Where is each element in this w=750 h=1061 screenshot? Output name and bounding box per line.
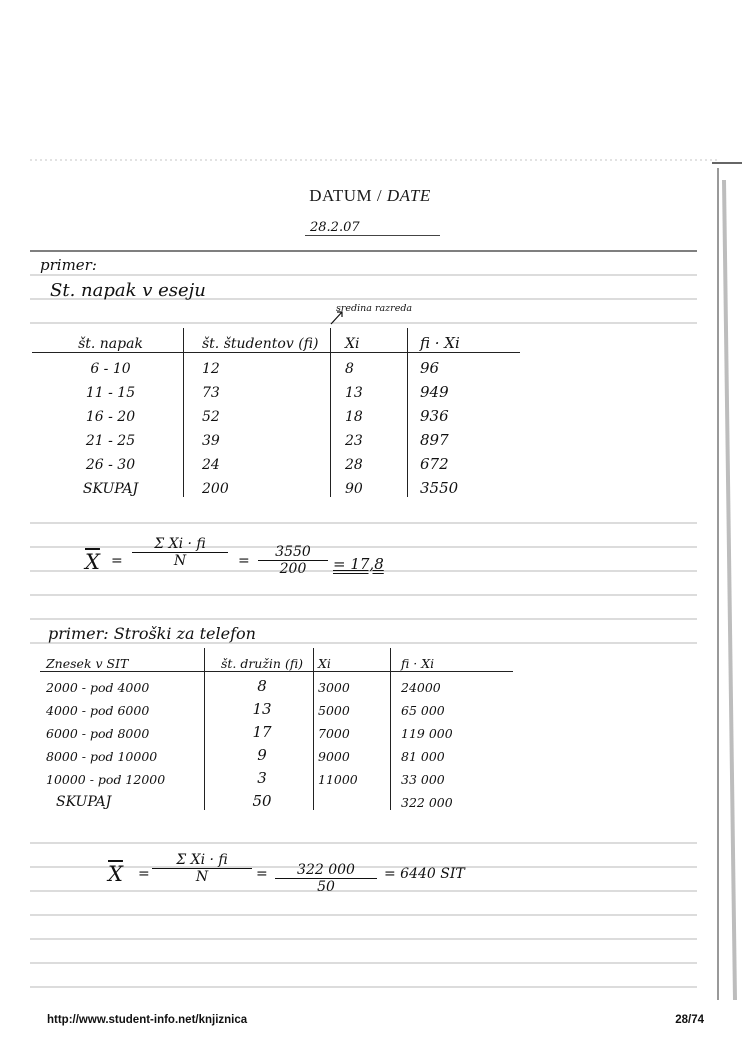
table-total-row (40, 787, 513, 810)
column-header: št. študentov (fi) (184, 328, 331, 353)
table-cell: 200 (184, 473, 331, 497)
table-cell: SKUPAJ (82, 481, 139, 497)
table-cell: 13 (331, 377, 408, 401)
table-row (40, 764, 513, 787)
phone-costs-table (40, 648, 513, 810)
table-cell: 18 (331, 401, 408, 425)
table-cell: 119 000 (391, 718, 514, 741)
table-cell: 65 000 (391, 695, 514, 718)
table-header-row (32, 328, 520, 353)
table-cell: 73 (184, 377, 331, 401)
table-cell: 8 (205, 672, 314, 696)
table-cell: 33 000 (391, 764, 514, 787)
table-cell: 3550 (408, 473, 521, 497)
table-cell: 11000 (314, 764, 391, 787)
mean-symbol: $\overline{X}$ (108, 862, 123, 886)
datum-label: DATUM (309, 186, 373, 205)
table-cell: 949 (408, 377, 521, 401)
table-cell: 5000 (314, 695, 391, 718)
mean-symbol: $\overline{X}$ (85, 550, 100, 574)
column-header: Xi (314, 648, 391, 672)
mean-formula (132, 536, 228, 569)
table-cell: 8 (331, 353, 408, 378)
arrow-icon (328, 308, 348, 326)
table-row (32, 377, 520, 401)
substitution-numerator: 3550 (258, 544, 328, 561)
column-header: fi · Xi (391, 648, 514, 672)
table-cell: 13 (205, 695, 314, 718)
mean-substitution (258, 544, 328, 577)
formula-denominator: N (195, 869, 209, 885)
substitution-denominator: 50 (317, 879, 335, 895)
table-cell (314, 787, 391, 810)
table-row (40, 741, 513, 764)
table-cell: 897 (408, 425, 521, 449)
column-header: fi · Xi (408, 328, 521, 353)
table-cell: 6 - 10 (90, 361, 131, 377)
table-cell: 2000 - pod 4000 (46, 680, 150, 695)
table-cell: 6000 - pod 8000 (46, 726, 150, 741)
mean-result: = 17,8 (333, 555, 384, 573)
table-cell: 52 (184, 401, 331, 425)
table-cell: 9000 (314, 741, 391, 764)
table-cell: 11 - 15 (85, 385, 136, 401)
date-header (0, 186, 740, 206)
table-cell: 16 - 20 (85, 409, 136, 425)
date-label: DATE (386, 186, 431, 205)
table-cell: 936 (408, 401, 521, 425)
table-header-row (40, 648, 513, 672)
errors-frequency-table (32, 328, 520, 497)
table-cell: 50 (205, 787, 314, 810)
table-row (32, 353, 520, 378)
table-row (40, 695, 513, 718)
table-row (32, 449, 520, 473)
formula-numerator: Σ Xi · fi (132, 536, 228, 553)
table-cell: 322 000 (391, 787, 514, 810)
column-header: Znesek v SIT (40, 648, 205, 672)
table-cell: 4000 - pod 6000 (46, 703, 150, 718)
table-cell: 21 - 25 (85, 433, 136, 449)
section1-heading: primer: (40, 256, 97, 274)
table-cell: 26 - 30 (85, 457, 136, 473)
table-cell: 90 (331, 473, 408, 497)
table-cell: 28 (331, 449, 408, 473)
formula-denominator: N (173, 553, 187, 569)
page-number: 28/74 (675, 1014, 704, 1026)
table-cell: 17 (205, 718, 314, 741)
table-row (32, 425, 520, 449)
table-cell: 9 (205, 741, 314, 764)
table-cell: 12 (184, 353, 331, 378)
table-cell: 672 (408, 449, 521, 473)
header-slash: / (372, 186, 387, 205)
table-cell: 23 (331, 425, 408, 449)
mean-formula (152, 852, 252, 885)
table-cell: 3000 (314, 672, 391, 696)
column-header: št. napak (32, 328, 184, 353)
mean-result: = 6440 SIT (384, 866, 465, 882)
substitution-numerator: 322 000 (275, 862, 377, 879)
table-cell: 8000 - pod 10000 (46, 749, 158, 764)
table-cell: 10000 - pod 12000 (46, 772, 166, 787)
table-cell: 39 (184, 425, 331, 449)
table-cell: 3 (205, 764, 314, 787)
table-cell: 96 (408, 353, 521, 378)
table-cell: 24 (184, 449, 331, 473)
source-link[interactable]: http://www.student-info.net/knjiznica (47, 1014, 248, 1026)
table-cell: 24000 (391, 672, 514, 696)
table-row (40, 672, 513, 696)
table-cell: 7000 (314, 718, 391, 741)
table-total-row (32, 473, 520, 497)
column-header: št. družin (fi) (205, 648, 314, 672)
section1-title: St. napak v eseju (50, 280, 206, 301)
substitution-denominator: 200 (279, 561, 307, 577)
date-value: 28.2.07 (305, 220, 440, 236)
table-cell: 81 000 (391, 741, 514, 764)
section2-title: primer: Stroški za telefon (48, 624, 256, 643)
mean-substitution (275, 862, 377, 895)
table-row (32, 401, 520, 425)
formula-numerator: Σ Xi · fi (152, 852, 252, 869)
class-midpoint-note: sredina razreda (336, 303, 413, 314)
table-row (40, 718, 513, 741)
column-header: Xi (331, 328, 408, 353)
table-cell: SKUPAJ (56, 794, 112, 810)
